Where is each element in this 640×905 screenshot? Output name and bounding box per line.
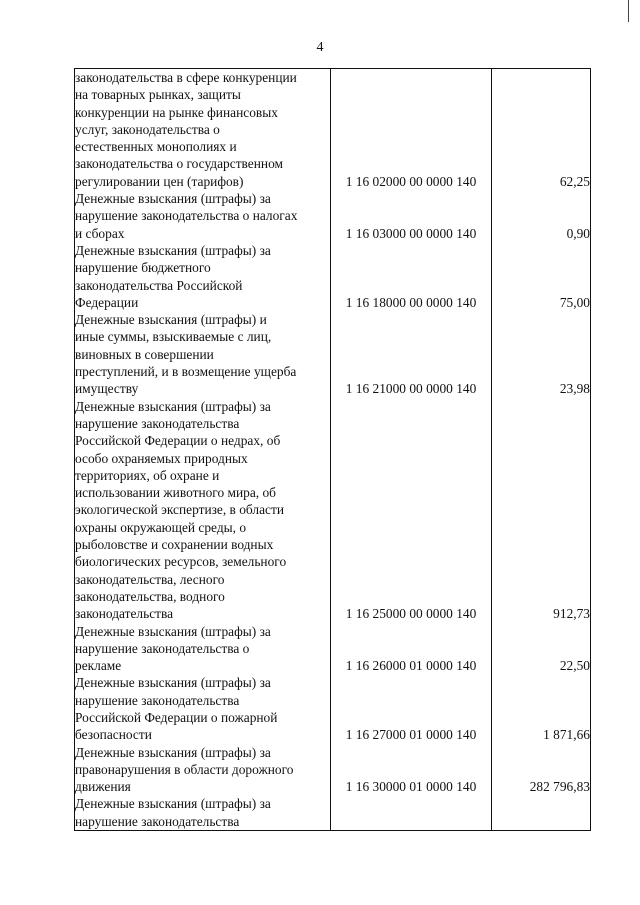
row-code-cell: 1 16 03000 00 0000 140 [331,190,492,242]
row-name-line: Денежные взыскания (штрафы) за [75,796,271,812]
row-amount-cell: 22,50 [492,623,591,675]
row-name-line: Российской Федерации о пожарной [75,709,278,725]
row-name-cell [75,674,331,743]
page-number: 4 [316,40,324,55]
row-name-cell [75,744,331,796]
row-name-line: нарушение законодательства [75,813,240,829]
row-code-cell: 1 16 25000 00 0000 140 [331,398,492,623]
table-row [75,190,591,242]
row-amount-cell: 1 871,66 [492,674,591,743]
row-name-cell [75,398,331,623]
row-amount-cell: 62,25 [492,69,591,191]
row-name-line: движения [75,779,131,795]
revenue-table [74,68,591,831]
row-name-line: безопасности [75,727,152,743]
row-code-cell: 1 16 18000 00 0000 140 [331,242,492,311]
row-name-line: имуществу [75,381,139,397]
table-row [75,674,591,743]
row-amount-cell: 0,90 [492,190,591,242]
table-row [75,744,591,796]
row-name-cell [75,242,331,311]
row-name-line: конкуренции на рынке финансовых [75,104,278,120]
row-name-line: территориях, об охране и [75,467,220,483]
row-name-line: естественных монополиях и [75,139,237,155]
row-name-line: особо охраняемых природных [75,450,248,466]
row-amount-cell: 75,00 [492,242,591,311]
row-name-cell [75,69,331,191]
row-name-cell [75,311,331,397]
row-name-line: Российской Федерации о недрах, об [75,433,281,449]
table-row [75,398,591,623]
row-name-line: регулировании цен (тарифов) [75,173,244,189]
row-name-line: нарушение законодательства [75,692,240,708]
row-name-line: правонарушения в области дорожного [75,761,294,777]
row-code-cell: 1 16 27000 01 0000 140 [331,674,492,743]
row-name-line: законодательства, водного [75,588,225,604]
row-amount-cell: 912,73 [492,398,591,623]
row-name-line: иные суммы, взыскиваемые с лиц, [75,329,272,345]
row-name-line: Денежные взыскания (штрафы) за [75,191,271,207]
row-code-cell: 1 16 21000 00 0000 140 [331,311,492,397]
row-name-line: законодательства в сфере конкуренции [75,70,297,85]
row-name-line: Денежные взыскания (штрафы) за [75,242,271,258]
row-name-line: законодательства, лесного [75,571,225,587]
row-name-line: биологических ресурсов, земельного [75,554,287,570]
row-code-cell: 1 16 30000 01 0000 140 [331,744,492,796]
row-name-line: Денежные взыскания (штрафы) за [75,675,271,691]
row-name-line: на товарных рынках, защиты [75,87,241,103]
row-name-cell [75,190,331,242]
row-name-line: Денежные взыскания (штрафы) за [75,623,271,639]
row-name-line: нарушение законодательства о [75,640,250,656]
row-code-cell: 1 16 02000 00 0000 140 [331,69,492,191]
table-row [75,795,591,830]
row-name-line: использовании животного мира, об [75,485,276,501]
row-amount-cell [492,795,591,830]
table-row [75,242,591,311]
table-row [75,311,591,397]
row-name-line: и сборах [75,225,125,241]
row-name-line: нарушение законодательства о налогах [75,208,298,224]
table-row [75,69,591,191]
page-edge-mark [628,0,629,22]
row-name-line: законодательства Российской [75,277,243,293]
row-amount-cell: 282 796,83 [492,744,591,796]
revenue-table-body [75,69,591,831]
row-name-cell [75,623,331,675]
row-name-line: преступлений, и в возмещение ущерба [75,364,297,380]
row-name-line: нарушение законодательства [75,415,240,431]
row-name-line: Денежные взыскания (штрафы) за [75,398,271,414]
row-name-line: нарушение бюджетного [75,260,211,276]
row-name-line: услуг, законодательства о [75,121,220,137]
row-name-line: Денежные взыскания (штрафы) и [75,312,267,328]
row-name-line: рыболовстве и сохранении водных [75,537,274,553]
row-code-cell [331,795,492,830]
row-name-line: экологической экспертизе, в области [75,502,284,518]
row-name-cell [75,795,331,830]
row-amount-cell: 23,98 [492,311,591,397]
row-name-line: рекламе [75,658,122,674]
table-row [75,623,591,675]
row-name-line: Федерации [75,294,139,310]
row-name-line: Денежные взыскания (штрафы) за [75,744,271,760]
row-name-line: виновных в совершении [75,346,214,362]
row-name-line: охраны окружающей среды, о [75,519,247,535]
row-code-cell: 1 16 26000 01 0000 140 [331,623,492,675]
row-name-line: законодательства [75,606,174,622]
row-name-line: законодательства о государственном [75,156,283,172]
